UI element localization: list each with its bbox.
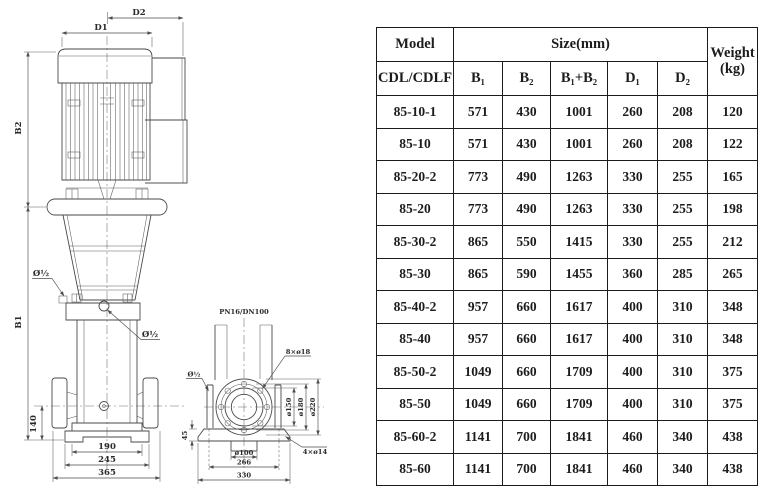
dim-d220-label: ø220 [309,397,317,417]
size-table-body [377,96,758,486]
dim-140-label: 140 [29,415,39,433]
front-view [14,8,187,482]
dim-45-label: 45 [181,430,189,441]
callout-flange-port [186,371,209,392]
cell-value: 260 [608,128,658,161]
cell-value: 1263 [551,193,608,226]
dim-b2 [14,52,56,207]
cell-value: 773 [454,161,503,194]
dim-365-label: 365 [98,468,116,478]
pump-technical-drawing [0,0,376,500]
cell-value: 1049 [454,356,503,389]
cell-value: 1841 [551,453,608,486]
cell-value: 310 [658,323,708,356]
vent-plug-port [99,301,109,311]
header-model: Model [377,28,454,62]
cell-value: 438 [708,453,758,486]
cell-model: 85-10-1 [377,96,454,129]
dim-140 [29,406,42,440]
cell-value: 285 [658,258,708,291]
motor-body [62,83,150,180]
cell-model: 85-60 [377,453,454,486]
cell-model: 85-20 [377,193,454,226]
size-table-header [377,28,758,96]
flange-view [181,308,327,484]
gauge-plug-port [59,296,67,303]
cell-value: 700 [503,453,551,486]
header-col-d1: D₁ [608,62,658,96]
cell-value: 460 [608,421,658,454]
cell-value: 957 [454,291,503,324]
cell-value: 348 [708,323,758,356]
dim-190-label: 190 [98,442,116,452]
cell-value: 571 [454,96,503,129]
cell-value: 348 [708,291,758,324]
cell-model: 85-30 [377,258,454,291]
dim-d100-label: ø100 [234,449,254,457]
cell-value: 430 [503,128,551,161]
cell-value: 265 [708,258,758,291]
cell-value: 400 [608,323,658,356]
header-series: CDL/CDLF [377,62,454,96]
cell-value: 310 [658,356,708,389]
cell-value: 1001 [551,96,608,129]
cell-value: 430 [503,96,551,129]
table-row [377,226,758,259]
header-col-b2: B₂ [503,62,551,96]
cell-value: 255 [658,161,708,194]
cell-value: 400 [608,356,658,389]
cell-value: 340 [658,453,708,486]
header-col-d2: D₂ [658,62,708,96]
table-row [377,193,758,226]
dim-b1 [14,207,64,440]
size-table [376,27,758,486]
cell-value: 208 [658,128,708,161]
cell-value: 957 [454,323,503,356]
cell-value: 660 [503,291,551,324]
pump-head [59,294,140,320]
cell-value: 438 [708,421,758,454]
cell-value: 310 [658,388,708,421]
cell-value: 460 [608,453,658,486]
dim-b1-label: B1 [14,315,24,329]
dim-b2-label: B2 [14,121,24,135]
port-right-label: Ø½ [141,330,159,340]
cell-value: 310 [658,291,708,324]
cell-value: 1617 [551,323,608,356]
table-row [377,258,758,291]
cell-value: 550 [503,226,551,259]
motor-fan-cover [58,49,152,83]
cell-value: 865 [454,226,503,259]
table-row [377,96,758,129]
cell-value: 375 [708,388,758,421]
side-flanges [52,378,158,428]
cell-value: 490 [503,193,551,226]
table-row [377,323,758,356]
cell-value: 208 [658,96,708,129]
dim-45 [181,420,197,450]
cell-value: 198 [708,193,758,226]
cell-model: 85-10 [377,128,454,161]
cell-value: 330 [608,226,658,259]
cell-value: 330 [608,193,658,226]
suction-flange [52,378,67,428]
cell-value: 773 [454,193,503,226]
cell-model: 85-40 [377,323,454,356]
cell-value: 255 [658,193,708,226]
cell-value: 400 [608,291,658,324]
cell-value: 1415 [551,226,608,259]
dim-266-label: 266 [236,458,252,467]
connection-label: PN16/DN100 [219,308,269,316]
dim-d2-label: D2 [132,8,146,18]
cell-value: 400 [608,388,658,421]
table-row [377,453,758,486]
cell-value: 1455 [551,258,608,291]
cell-value: 360 [608,258,658,291]
dim-245-label: 245 [98,455,116,465]
dim-d180-label: ø180 [297,397,305,417]
cell-model: 85-30-2 [377,226,454,259]
cell-value: 865 [454,258,503,291]
dim-d1-label: D1 [94,23,108,33]
flange-port-label: Ø½ [187,370,201,379]
cell-value: 700 [503,421,551,454]
cell-value: 260 [608,96,658,129]
bolt-holes-label: 8×ø18 [285,348,311,356]
table-row [377,161,758,194]
callout-port-right [108,310,161,340]
callout-bolt-holes [263,348,312,389]
cell-model: 85-50-2 [377,356,454,389]
cell-model: 85-60-2 [377,421,454,454]
cell-value: 1141 [454,453,503,486]
callout-port-left [32,268,64,296]
dim-d150-label: ø150 [285,397,293,417]
base-holes-label: 4×ø14 [302,448,328,456]
header-weight-line1: Weight [710,45,755,62]
cell-model: 85-20-2 [377,161,454,194]
cell-value: 1263 [551,161,608,194]
cell-value: 212 [708,226,758,259]
cell-value: 1001 [551,128,608,161]
cell-value: 340 [658,421,708,454]
cell-value: 490 [503,161,551,194]
dim-330-label: 330 [236,471,252,480]
cell-value: 375 [708,356,758,389]
terminal-box [145,58,187,183]
header-size-mm: Size(mm) [454,28,708,62]
cell-value: 1617 [551,291,608,324]
header-weight [708,28,758,96]
cell-value: 660 [503,323,551,356]
cell-value: 255 [658,226,708,259]
cell-value: 1709 [551,388,608,421]
cell-model: 85-40-2 [377,291,454,324]
table-row [377,128,758,161]
discharge-flange [143,378,158,428]
cell-value: 120 [708,96,758,129]
cell-value: 1049 [454,388,503,421]
cell-value: 165 [708,161,758,194]
cell-value: 660 [503,356,551,389]
cell-model: 85-50 [377,388,454,421]
callout-base-holes [286,437,328,457]
table-row [377,421,758,454]
discharge-pipe [215,325,272,380]
cell-value: 122 [708,128,758,161]
port-left-label: Ø½ [32,269,50,279]
cell-value: 660 [503,388,551,421]
header-weight-line2: (kg) [720,60,745,77]
cell-value: 590 [503,258,551,291]
dim-190 [72,442,142,456]
header-col-b1: B₁ [454,62,503,96]
cell-value: 571 [454,128,503,161]
table-row [377,388,758,421]
table-row [377,291,758,324]
table-row [377,356,758,389]
cell-value: 1709 [551,356,608,389]
cell-value: 1841 [551,421,608,454]
cell-value: 1141 [454,421,503,454]
header-col-b1b2: B₁+B₂ [551,62,608,96]
cell-value: 330 [608,161,658,194]
